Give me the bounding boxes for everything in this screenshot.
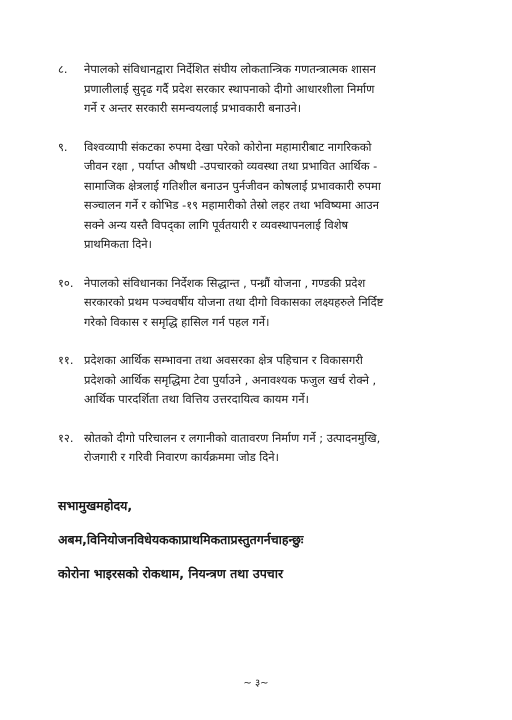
text-line: विश्वव्यापी संकटका रुपमा देखा परेको कोरोना महामारीबाट नागरिकको (84, 139, 372, 154)
text-line: नेपालको संविधानका निर्देशक सिद्धान्त , पन्ध्रौं योजना , गण्डकी प्रदेश (84, 275, 366, 290)
item-text (84, 429, 462, 468)
text-line: गर्ने र अन्तर सरकारी समन्वयलाई प्रभावकारी बनाउने। (84, 101, 302, 115)
item-text (84, 351, 462, 410)
text-line: जीवन रक्षा , पर्याप्त औषधी -उपचारको व्यवस्था तथा प्रभावित आर्थिक - (84, 159, 378, 173)
text-line: नेपालको संविधानद्वारा निर्देशित संघीय लोकतान्त्रिक गणतन्त्रात्मक शासन (84, 62, 376, 76)
text-line: सक्ने अन्य यस्तै विपद्का लागि पूर्वतयारी र व्यवस्थापनलाई विशेष (84, 217, 349, 232)
list-item-10 (58, 274, 462, 333)
text-line: सामाजिक क्षेत्रलाई गतिशील बनाउन पुर्नजीवन कोषलाई प्रभावकारी रुपमा (84, 178, 381, 193)
list-item-9 (58, 138, 462, 255)
list-item-8 (58, 60, 462, 119)
text-line: प्रदेशको आर्थिक समृद्धिमा टेवा पुर्याउने , अनावश्यक फजुल खर्च रोक्ने , (84, 372, 377, 387)
text-line: स्रोतको दीगो परिचालन र लगानीको वातावरण निर्माण गर्ने ; उत्पादनमुखि, (84, 430, 381, 445)
text-line: प्रदेशका आर्थिक सम्भावना तथा अवसरका क्षेत्र पहिचान र विकासगरी (84, 353, 363, 367)
salutation-heading: सभामुखमहोदय, (58, 497, 133, 513)
item-number: ९. (58, 139, 68, 154)
page-number: ~ ३~ (243, 678, 269, 689)
text-line: प्राथमिकता दिने। (84, 237, 152, 251)
section-heading: कोरोना भाइरसको रोकथाम, नियन्त्रण तथा उपचार (58, 565, 284, 581)
item-text (84, 138, 462, 255)
intro-heading: अबम,विनियोजनविधेयककाप्राथमिकताप्रस्तुतगर्नचाहन्छुः (58, 531, 304, 547)
item-number: ८. (58, 62, 68, 76)
item-text (84, 274, 462, 333)
item-number: १०. (58, 275, 74, 290)
text-line: सरकारको प्रथम पञ्चवर्षीय योजना तथा दीगो विकासका लक्ष्यहरुले निर्दिष्ट (84, 295, 384, 309)
text-line: सञ्चालन गर्ने र कोभिड -१९ महामारीको तेस्रो लहर तथा भविष्यमा आउन (84, 198, 379, 212)
item-number: १२. (58, 430, 74, 445)
list-item-11 (58, 351, 462, 410)
text-line: गरेको विकास र समृद्धि हासिल गर्न पहल गर्ने। (84, 314, 270, 329)
text-line: आर्थिक पारदर्शिता तथा वित्तिय उत्तरदायित्व कायम गर्ने। (84, 392, 309, 406)
text-line: रोजगारी र गरिवी निवारण कार्यक्रममा जोड दिने। (84, 450, 279, 464)
item-number: ११. (58, 353, 74, 367)
text-line: प्रणालीलाई सुदृढ गर्दै प्रदेश सरकार स्थापनाको दीगो आधारशीला निर्माण (84, 81, 375, 96)
item-text (84, 60, 462, 119)
list-item-12 (58, 429, 462, 468)
